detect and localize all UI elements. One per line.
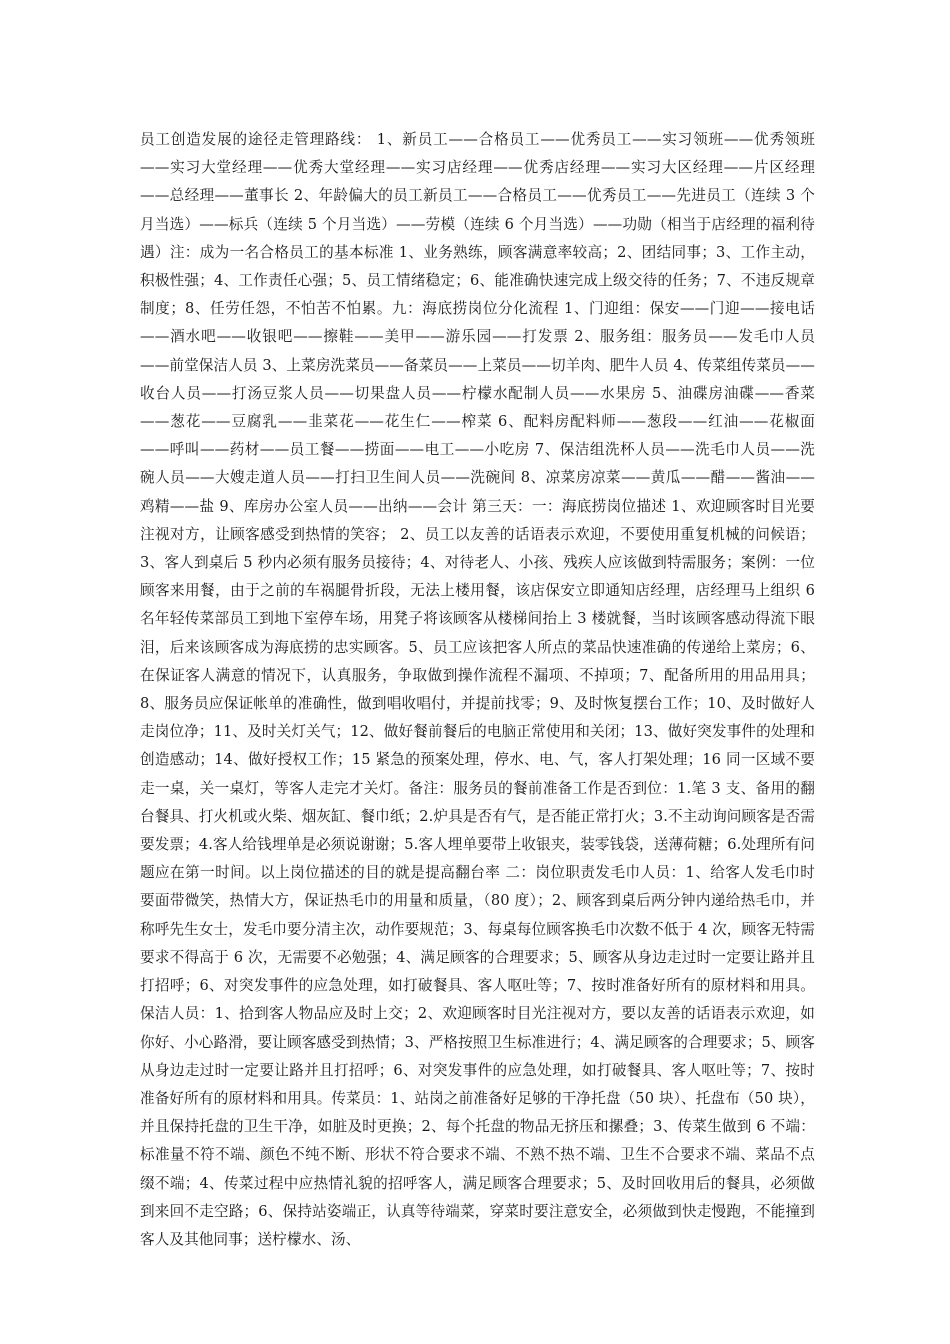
document-body-text: 员工创造发展的途径走管理路线： 1、新员工——合格员工——优秀员工——实习领班——优秀领班——实习大堂经理——优秀大堂经理——实习店经理——优秀店经理——实习大区经理——片区经理——总经理——董事长 2、年龄偏大的员工新员工——合格员工——优秀员工——先进员工（连续 3 个月当选）——标兵（连续 5 个月当选）——劳模（连续 6 个月当选）——功勋（相当于店经理的福利待遇）注：成为一名合格员工的基本标准 1、业务熟练，顾客满意率较高；2、团结同事；3、工作主动，积极性强；4、工作责任心强；5、员工情绪稳定；6、能准确快速完成上级交待的任务；7、不违反规章制度；8、任劳任怨，不怕苦不怕累。九：海底捞岗位分化流程 1、门迎组：保安——门迎——接电话——酒水吧——收银吧——擦鞋——美甲——游乐园——打发票 2、服务组：服务员——发毛巾人员——前堂保洁人员 3、上菜房洗菜员——备菜员——上菜员——切羊肉、肥牛人员 4、传菜组传菜员——收台人员——打汤豆浆人员——切果盘人员——柠檬水配制人员——水果房 5、油碟房油碟——香菜——葱花——豆腐乳——韭菜花——花生仁——榨菜 6、配料房配料师——葱段——红油——花椒面——呼叫——药材——员工餐——捞面——电工——小吃房 7、保洁组洗杯人员——洗毛巾人员——洗碗人员——大嫂走道人员——打扫卫生间人员——洗碗间 8、凉菜房凉菜——黄瓜——醋——酱油——鸡精——盐 9、库房办公室人员——出纳——会计 第三天：一：海底捞岗位描述 1、欢迎顾客时目光要注视对方，让顾客感受到热情的笑容； 2、员工以友善的话语表示欢迎，不要使用重复机械的问候语；3、客人到桌后 5 秒内必须有服务员接待；4、对待老人、小孩、残疾人应该做到特需服务；案例：一位顾客来用餐，由于之前的车祸腿骨折段，无法上楼用餐，该店保安立即通知店经理，店经理马上组织 6 名年轻传菜部员工到地下室停车场，用凳子将该顾客从楼梯间抬上 3 楼就餐，当时该顾客感动得流下眼泪，后来该顾客成为海底捞的忠实顾客。5、员工应该把客人所点的菜品快速准确的传递给上菜房；6、在保证客人满意的情况下，认真服务，争取做到操作流程不漏项、不掉项；7、配备所用的用品用具；8、服务员应保证帐单的准确性，做到唱收唱付，并提前找零；9、及时恢复摆台工作；10、及时做好人走岗位净；11、及时关灯关气；12、做好餐前餐后的电脑正常使用和关闭；13、做好突发事件的处理和创造感动；14、做好授权工作；15 紧急的预案处理，停水、电、气，客人打架处理；16 同一区域不要走一桌，关一桌灯，等客人走完才关灯。备注：服务员的餐前准备工作是否到位：1.笔 3 支、备用的翻台餐具、打火机或火柴、烟灰缸、餐巾纸；2.炉具是否有气，是否能正常打火；3.不主动询问顾客是否需要发票；4.客人给钱埋单是必须说谢谢；5.客人埋单要带上收银夹，装零钱袋，送薄荷糖；6.处理所有问题应在第一时间。以上岗位描述的目的就是提高翻台率 二：岗位职责发毛巾人员：1、给客人发毛巾时要面带微笑，热情大方，保证热毛巾的用量和质量，（80 度）；2、顾客到桌后两分钟内递给热毛巾，并称呼先生女士，发毛巾要分清主次，动作要规范；3、每桌每位顾客换毛巾次数不低于 4 次，顾客无特需要求不得高于 6 次，无需要不必勉强；4、满足顾客的合理要求；5、顾客从身边走过时一定要让路并且打招呼；6、对突发事件的应急处理，如打破餐具、客人呕吐等；7、按时准备好所有的原材料和用具。保洁人员：1、拾到客人物品应及时上交；2、欢迎顾客时目光注视对方，要以友善的话语表示欢迎，如你好、小心路滑，要让顾客感受到热情；3、严格按照卫生标准进行；4、满足顾客的合理要求；5、顾客从身边走过时一定要让路并且打招呼；6、对突发事件的应急处理，如打破餐具、客人呕吐等；7、按时准备好所有的原材料和用具。传菜员：1、站岗之前准备好足够的干净托盘（50 块）、托盘布（50 块），并且保持托盘的卫生干净，如脏及时更换；2、每个托盘的物品无挤压和摞叠；3、传菜生做到 6 不端：标准量不符不端、颜色不纯不断、形状不符合要求不端、不熟不热不端、卫生不合要求不端、菜品不点缀不端；4、传菜过程中应热情礼貌的招呼客人，满足顾客合理要求；5、及时回收用后的餐具，必须做到来回不走空路；6、保持站姿端正，认真等待端菜，穿菜时要注意安全，必须做到快走慢跑，不能撞到客人及其他同事；送柠檬水、汤、 [140, 131, 815, 1248]
